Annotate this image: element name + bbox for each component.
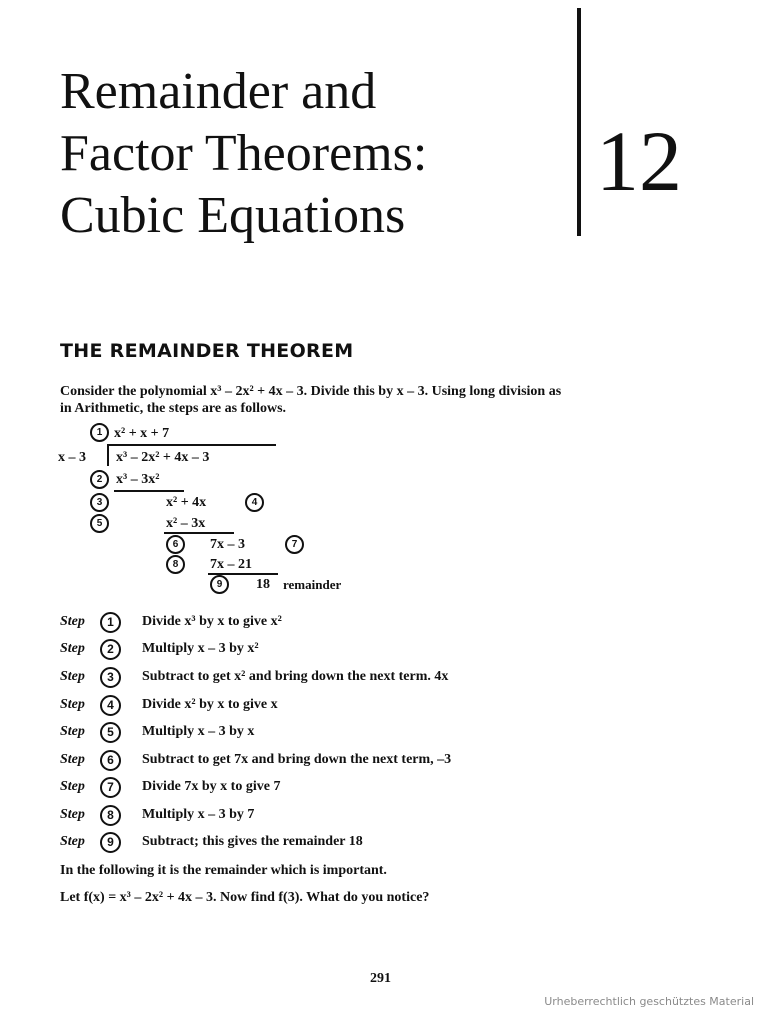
quotient: x² + x + 7 bbox=[114, 426, 170, 441]
step-text-2: Multiply x – 3 by x² bbox=[142, 641, 259, 656]
division-line-3: x² + 4x bbox=[166, 495, 207, 510]
step-row-6 bbox=[60, 750, 740, 772]
step-word: Step bbox=[60, 697, 85, 712]
step-word: Step bbox=[60, 641, 85, 656]
step-marker-5: 5 bbox=[90, 514, 109, 533]
subtraction-rule-2 bbox=[164, 532, 234, 534]
step-row-7 bbox=[60, 777, 740, 799]
step-text-6: Subtract to get 7x and bring down the next term, –3 bbox=[142, 752, 452, 767]
step-number-4: 4 bbox=[100, 695, 121, 716]
step-text-8: Multiply x – 3 by 7 bbox=[142, 807, 255, 822]
step-text-3: Subtract to get x² and bring down the next term. 4x bbox=[142, 669, 449, 684]
step-marker-6: 6 bbox=[166, 535, 185, 554]
step-word: Step bbox=[60, 724, 85, 739]
step-row-3 bbox=[60, 667, 740, 689]
chapter-title-line-2: Factor Theorems: bbox=[60, 125, 428, 182]
step-marker-2: 2 bbox=[90, 470, 109, 489]
step-word: Step bbox=[60, 669, 85, 684]
intro-line-2: in Arithmetic, the steps are as follows. bbox=[60, 401, 287, 416]
remainder-value: 18 bbox=[256, 577, 270, 592]
closing-line-1: In the following it is the remainder which is important. bbox=[60, 863, 387, 878]
step-number-5: 5 bbox=[100, 722, 121, 743]
step-number-2: 2 bbox=[100, 639, 121, 660]
subtraction-rule-1 bbox=[114, 490, 184, 492]
step-number-8: 8 bbox=[100, 805, 121, 826]
closing-line-2: Let f(x) = x³ – 2x² + 4x – 3. Now find f(3). What do you notice? bbox=[60, 890, 430, 905]
step-row-8 bbox=[60, 805, 740, 827]
division-bar bbox=[108, 444, 276, 446]
step-row-9 bbox=[60, 832, 740, 854]
step-text-7: Divide 7x by x to give 7 bbox=[142, 779, 281, 794]
step-number-7: 7 bbox=[100, 777, 121, 798]
step-number-3: 3 bbox=[100, 667, 121, 688]
step-marker-9: 9 bbox=[210, 575, 229, 594]
step-row-2 bbox=[60, 639, 740, 661]
chapter-title-line-1: Remainder and bbox=[60, 63, 377, 120]
step-marker-3: 3 bbox=[90, 493, 109, 512]
section-heading: THE REMAINDER THEOREM bbox=[60, 340, 354, 362]
intro-line-1: Consider the polynomial x³ – 2x² + 4x – 3. Divide this by x – 3. Using long division as bbox=[60, 384, 562, 399]
step-marker-1: 1 bbox=[90, 423, 109, 442]
division-bracket bbox=[107, 444, 109, 466]
step-number-6: 6 bbox=[100, 750, 121, 771]
chapter-number: 12 bbox=[596, 113, 682, 209]
chapter-title-line-3: Cubic Equations bbox=[60, 187, 406, 244]
dividend: x³ – 2x² + 4x – 3 bbox=[116, 450, 210, 465]
step-row-4 bbox=[60, 695, 740, 717]
step-word: Step bbox=[60, 807, 85, 822]
step-marker-4: 4 bbox=[245, 493, 264, 512]
division-line-6: 7x – 21 bbox=[210, 557, 252, 572]
step-text-4: Divide x² by x to give x bbox=[142, 697, 278, 712]
copyright-watermark: Urheberrechtlich geschütztes Material bbox=[544, 995, 754, 1008]
step-word: Step bbox=[60, 834, 85, 849]
step-text-1: Divide x³ by x to give x² bbox=[142, 614, 282, 629]
step-number-9: 9 bbox=[100, 832, 121, 853]
step-marker-8: 8 bbox=[166, 555, 185, 574]
step-word: Step bbox=[60, 779, 85, 794]
step-row-1 bbox=[60, 612, 740, 634]
divisor: x – 3 bbox=[58, 450, 86, 465]
division-line-5: 7x – 3 bbox=[210, 537, 245, 552]
step-row-5 bbox=[60, 722, 740, 744]
step-word: Step bbox=[60, 614, 85, 629]
step-word: Step bbox=[60, 752, 85, 767]
page-number: 291 bbox=[370, 971, 391, 986]
step-marker-7: 7 bbox=[285, 535, 304, 554]
division-line-4: x² – 3x bbox=[166, 516, 206, 531]
step-text-9: Subtract; this gives the remainder 18 bbox=[142, 834, 363, 849]
remainder-label: remainder bbox=[283, 577, 342, 592]
step-number-1: 1 bbox=[100, 612, 121, 633]
division-line-2: x³ – 3x² bbox=[116, 472, 160, 487]
step-text-5: Multiply x – 3 by x bbox=[142, 724, 255, 739]
